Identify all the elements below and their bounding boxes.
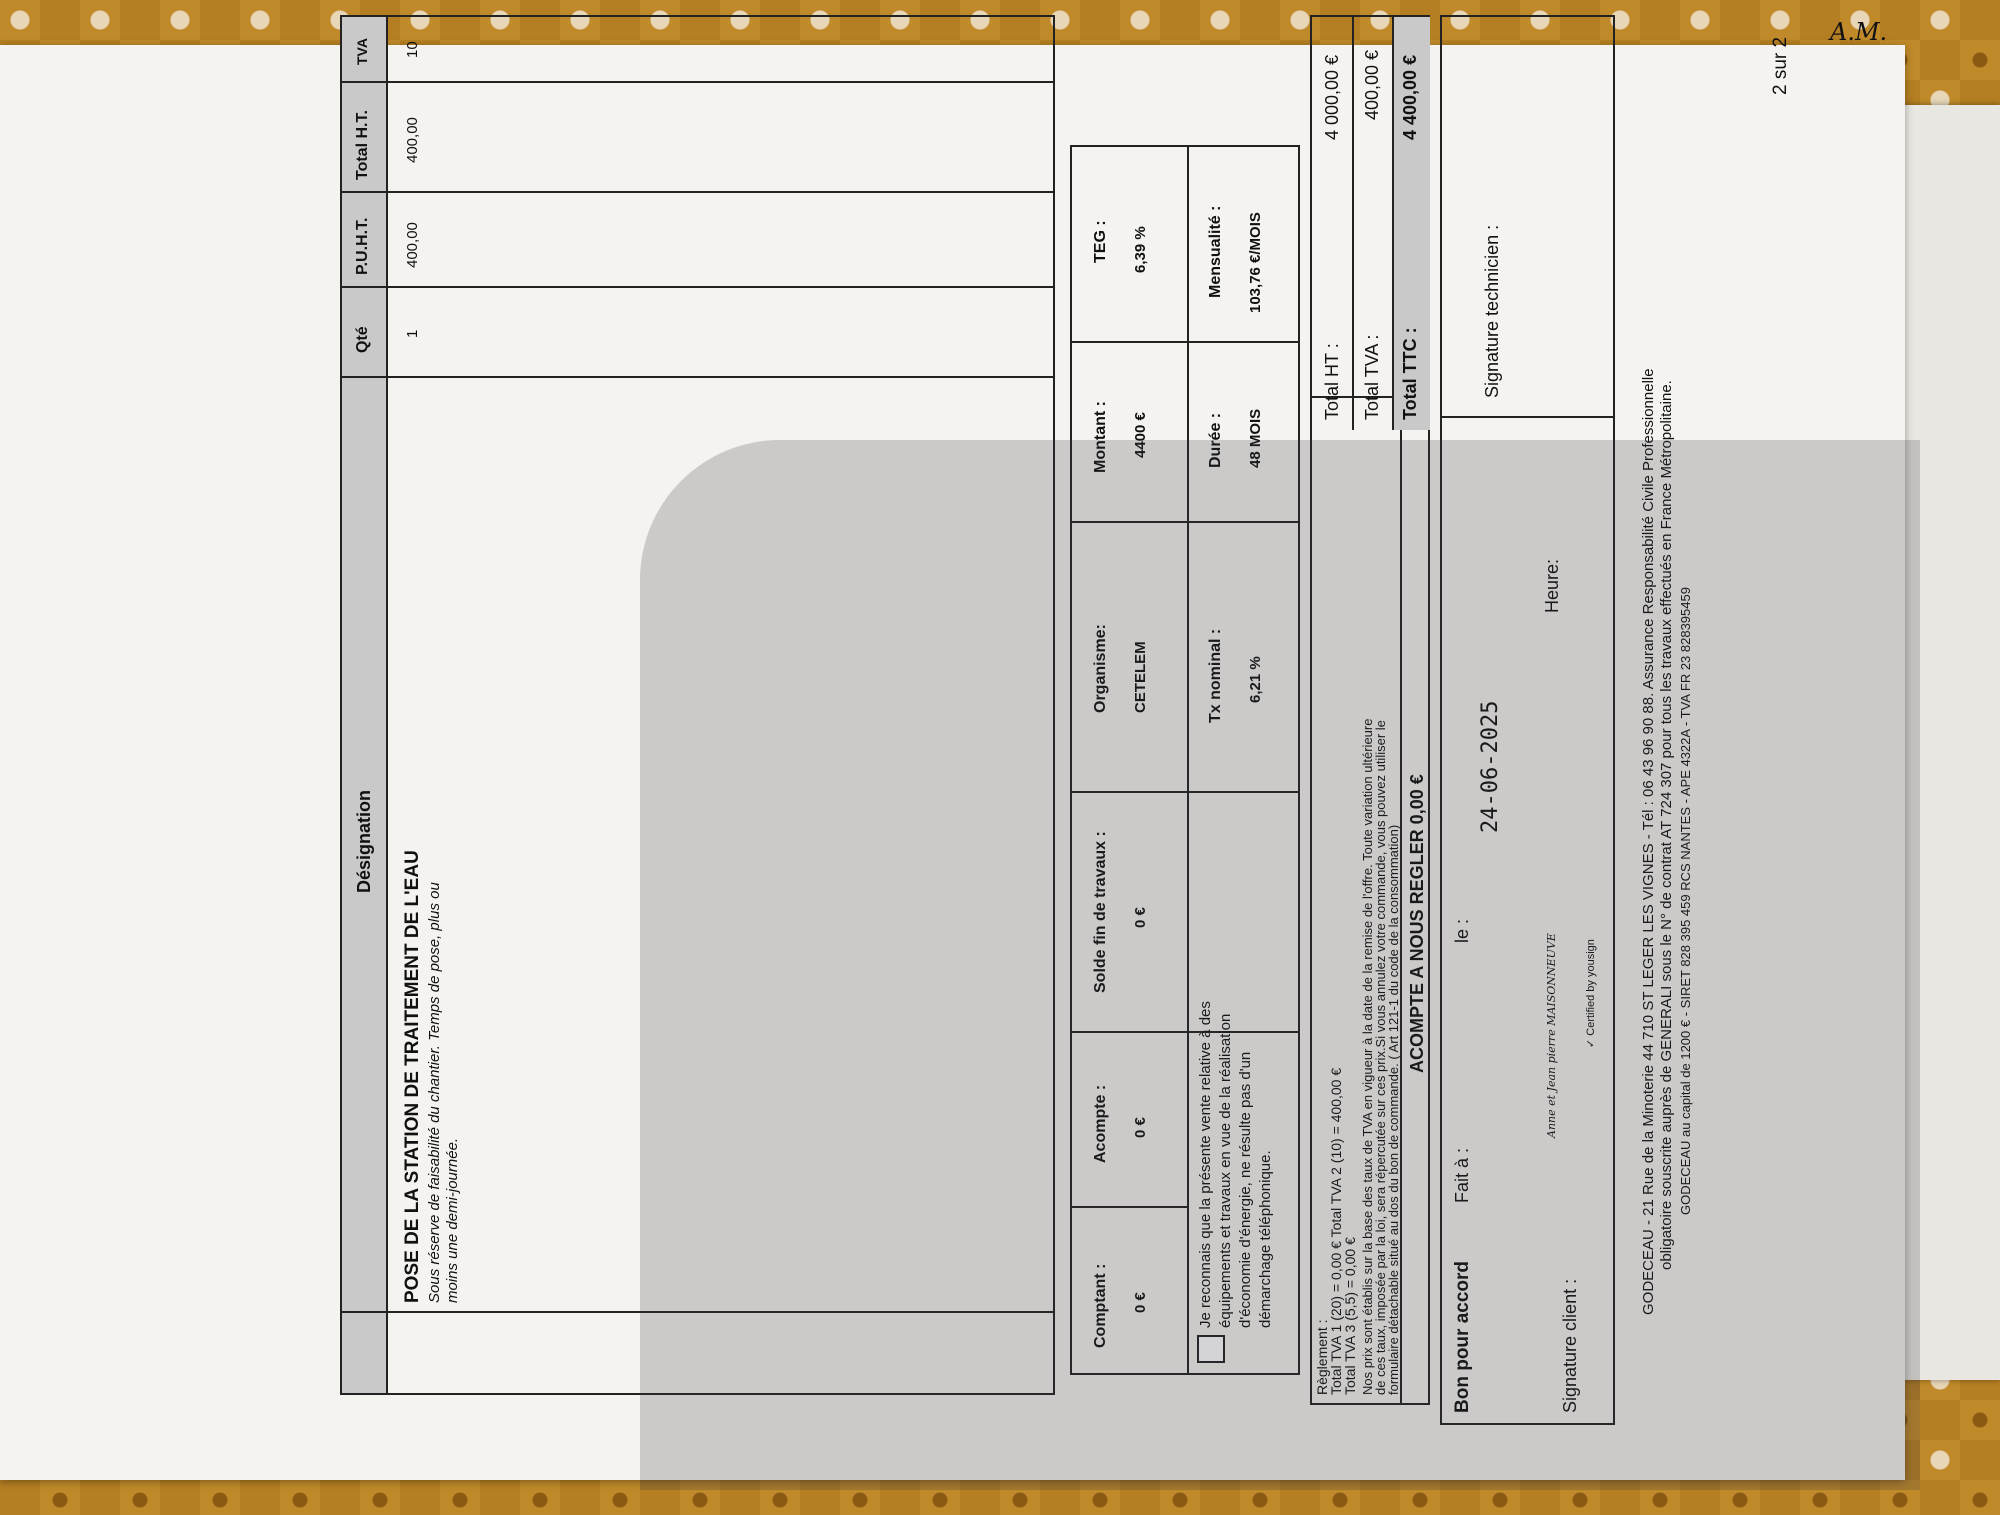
solde-value: 0 € [1132, 907, 1149, 928]
document-content [200, 15, 1791, 1515]
teg-label: TEG : [1092, 220, 1109, 263]
page-number: 2 sur 2 [1770, 36, 1791, 95]
signature-box [1440, 15, 1615, 1425]
header-tva: TVA [354, 38, 370, 65]
duree-value: 48 MOIS [1247, 408, 1264, 468]
total-ht-value: 4 000,00 € [1322, 54, 1342, 140]
items-table [340, 15, 1055, 1395]
organisme-value: CETELEM [1132, 641, 1149, 713]
total-tva-value: 400,00 € [1362, 49, 1382, 120]
tx-label: Tx nominal : [1207, 628, 1224, 723]
document-page [0, 36, 1905, 1480]
checkbox-text-2: équipements et travaux en vue de la réalisation [1217, 1013, 1234, 1328]
total-ttc-value: 4 400,00 € [1400, 54, 1420, 140]
item-qte: 1 [404, 329, 421, 338]
bon-pour-accord: Bon pour accord [1452, 1260, 1473, 1413]
reglement-line-1: Total TVA 1 (20) = 0,00 € Total TVA 2 (10) = 400,00 € [1328, 1067, 1344, 1395]
reglement-para-1: Nos prix sont établis sur la base des taux de TVA en vigueur à la date de la remise de l'offre. Toute variation ultérieure [1360, 718, 1375, 1395]
header-designation: Désignation [354, 789, 374, 893]
header-qte: Qté [354, 326, 371, 353]
reglement-para-3: formulaire détachable situé au dos du bon de commande. ( Art 121-1 du code de la consommation) [1386, 824, 1401, 1395]
comptant-label: Comptant : [1092, 1263, 1109, 1348]
item-note-2: moins une demi-journée. [444, 1137, 461, 1303]
header-puht: P.U.H.T. [354, 217, 371, 275]
footer-line-3: GODECEAU au capital de 1200 € - SIRET 828 395 459 RCS NANTES - APE 4322A - TVA FR 23 828395459 [1678, 587, 1693, 1215]
acompte-label: Acompte : [1092, 1084, 1109, 1163]
energy-checkbox[interactable] [1197, 1335, 1225, 1363]
signature-date: 24-06-2025 [1478, 700, 1503, 833]
acompte-value: 0 € [1132, 1117, 1149, 1138]
item-puht: 400,00 [404, 222, 421, 268]
reglement-title: Règlement : [1314, 1319, 1330, 1395]
total-ht-label: Total HT : [1322, 343, 1342, 420]
item-note-1: Sous réserve de faisabilité du chantier. Temps de pose, plus ou [426, 882, 443, 1303]
heure-label: Heure: [1542, 558, 1562, 613]
signature-client-label: Signature client : [1560, 1278, 1580, 1413]
client-signature: Anne et Jean pierre MAISONNEUVE [1545, 933, 1558, 1138]
yousign-certification: ✓ Certified by yousign [1585, 939, 1597, 1048]
acompte-due: ACOMPTE A NOUS REGLER 0,00 € [1407, 774, 1427, 1073]
tx-value: 6,21 % [1247, 656, 1264, 703]
mensualite-value: 103,76 €/MOIS [1247, 212, 1264, 313]
item-tva: 10 [404, 41, 421, 58]
checkbox-text-3: d'économie d'énergie, ne résulte pas d'un [1237, 1051, 1254, 1328]
totals-box [1310, 15, 1430, 430]
footer-line-1: GODECEAU - 21 Rue de la Minoterie 44 710 ST LEGER LES VIGNES - Tél : 06 43 96 90 88. Assurance Responsabilité Civile Professionnelle [1640, 368, 1657, 1315]
signature-technicien-label: Signature technicien : [1482, 224, 1502, 398]
total-tva-label: Total TVA : [1362, 334, 1382, 420]
total-ttc-label: Total TTC : [1400, 327, 1420, 420]
fait-a-label: Fait à : [1452, 1147, 1472, 1203]
reglement-line-2: Total TVA 3 (5,5) = 0,00 € [1342, 1237, 1358, 1395]
montant-value: 4400 € [1132, 412, 1149, 458]
reglement-para-2: de ces taux, imposée par la loi, sera répercutée sur ces prix.Si vous annulez votre commande, vous pouvez utiliser le [1373, 720, 1388, 1395]
checkbox-text-1: Je reconnais que la présente vente relative à des [1197, 1001, 1214, 1328]
handwritten-initials: A.M. [1830, 18, 1888, 46]
checkbox-text-4: démarchage téléphonique. [1257, 1150, 1274, 1328]
solde-label: Solde fin de travaux : [1092, 831, 1109, 993]
comptant-value: 0 € [1132, 1292, 1149, 1313]
organisme-label: Organisme: [1092, 624, 1109, 713]
header-total-ht: Total H.T. [354, 110, 371, 180]
teg-value: 6,39 % [1132, 226, 1149, 273]
item-total-ht: 400,00 [404, 117, 421, 163]
duree-label: Durée : [1207, 412, 1224, 468]
le-label: le : [1452, 918, 1472, 943]
montant-label: Montant : [1092, 401, 1109, 473]
financing-box [1070, 145, 1300, 1375]
item-title: POSE DE LA STATION DE TRAITEMENT DE L'EAU [402, 850, 423, 1303]
footer-line-2: obligatoire souscrite auprès de GENERALI sous le N° de contrat AT 724 307 pour tous les travaux effectués en France Métropolitaine. [1658, 380, 1675, 1270]
mensualite-label: Mensualité : [1207, 205, 1224, 298]
